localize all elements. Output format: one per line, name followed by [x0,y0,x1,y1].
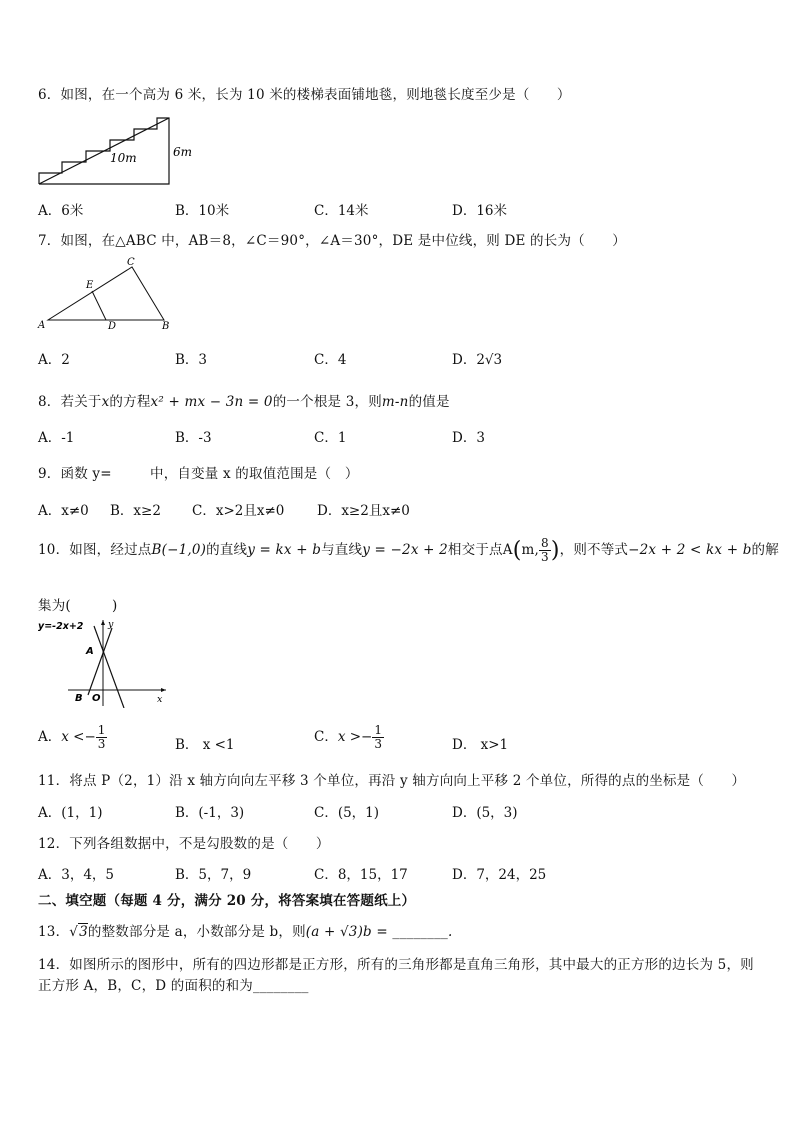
q10-option-a-var: x <− [61,729,96,745]
q10-point-a-frac [539,537,551,564]
q7-label-d: D [108,321,117,332]
q11-option-d[interactable]: D．(5，3) [452,805,518,821]
q10-option-b[interactable]: B． x <1 [175,737,235,753]
q11-option-a[interactable]: A．(1，1) [38,805,103,821]
q11-option-c[interactable]: C．(5，1) [314,805,380,821]
q8-mid1: 的方程 [109,394,151,410]
q9-option-c[interactable]: C．x>2且x≠0 [192,503,285,519]
q10-inequality: −2x + 2 < kx + b [628,542,752,558]
q8-var-x: x [101,394,110,410]
q13-body: 的整数部分是 a，小数部分是 b，则 [87,924,306,940]
q13-text [38,920,452,940]
q10-option-c-label: C． [314,729,338,745]
q10-option-a[interactable] [38,724,107,751]
q13-prefix: 13． [38,924,70,940]
q7-option-a[interactable]: A．2 [38,352,70,368]
q10-fig-line-label: y=-2x+2 [38,621,84,632]
q10-point-a-m: m, [521,542,539,558]
q10-suffix: 的解 [751,542,779,558]
q10-option-c-frac [372,724,384,751]
q6-option-c[interactable]: C．14米 [314,203,369,219]
q6-option-b[interactable]: B．10米 [175,203,230,219]
q10-prefix: 10．如图，经过点 [38,542,152,558]
q8-prefix: 8．若关于 [38,394,102,410]
q9-option-b[interactable]: B．x≥2 [110,503,161,519]
q10-option-d[interactable]: D． x>1 [452,737,509,753]
q10-mid3: 相交于点 [447,542,503,558]
q10-mid1: 的直线 [206,542,248,558]
q11-option-b[interactable]: B．(-1，3) [175,805,245,821]
q13-expr: (a + √3)b = ________. [305,924,453,940]
q6-option-a[interactable]: A．6米 [38,203,84,219]
q7-label-b: B [162,321,170,332]
q12-option-c[interactable]: C．8，15，17 [314,867,408,883]
q7-triangle-figure [36,254,186,334]
q10-mid4: ，则不等式 [559,542,629,558]
q13-sqrt-radicand: 3 [79,924,88,940]
q7-option-c[interactable]: C．4 [314,352,347,368]
q10-fig-b: B [75,693,83,704]
q11-text: 11．将点 P（2，1）沿 x 轴方向向左平移 3 个单位，再沿 y 轴方向向上平移 2 个单位，所得的点的坐标是（ ） [38,773,746,789]
q6-text: 6．如图，在一个高为 6 米，长为 10 米的楼梯表面铺地毯，则地毯长度至少是（ ） [38,87,571,103]
q7-text: 7．如图，在△ABC 中，AB＝8，∠C＝90°，∠A＝30°，DE 是中位线，则 DE 的长为（ ） [38,233,626,249]
q10-point-a-num: 8 [540,536,549,550]
q12-text: 12．下列各组数据中，不是勾股数的是（ ） [38,836,330,852]
q10-point-a-letter: A [502,542,513,558]
q8-option-b[interactable]: B．-3 [175,430,212,446]
q12-option-b[interactable]: B．5，7，9 [175,867,252,883]
q9-prefix: 9．函数 y= [38,466,112,482]
q10-line1: y = kx + b [247,542,322,558]
q8-text [38,390,450,410]
q10-option-a-den: 3 [97,737,106,751]
q9-option-a[interactable]: A．x≠0 [38,503,89,519]
q8-option-c[interactable]: C．1 [314,430,347,446]
q10-option-c-var: x >− [337,729,373,745]
q7-label-c: C [127,257,135,268]
q10-fig-a: A [86,646,94,657]
q6-option-d[interactable]: D．16米 [452,203,508,219]
q10-option-a-num: 1 [97,723,106,737]
q10-option-c-num: 1 [374,723,383,737]
q10-mid2: 与直线 [321,542,363,558]
q7-option-b[interactable]: B．3 [175,352,208,368]
q10-text [38,537,779,564]
q8-expr: m-n [381,394,409,410]
q10-point-a: A(m, $\frac{8}{3}$ ) [502,536,560,564]
q7-label-e: E [86,280,94,291]
q10-option-a-frac [96,724,108,751]
q10-graph-figure [36,616,171,708]
q6-label-height: 6m [173,145,193,159]
q9-option-d[interactable]: D．x≥2且x≠0 [317,503,410,519]
q14-line2: 正方形 A，B，C，D 的面积的和为________ [38,978,309,994]
q10-point-b: B(−1,0) [151,542,207,558]
q6-label-length: 10m [110,151,137,165]
q13-sqrt: √3 [69,924,88,940]
q12-option-d[interactable]: D．7，24，25 [452,867,547,883]
q10-text-line2: 集为( ) [38,598,118,614]
q10-option-c-den: 3 [374,737,383,751]
q10-fig-o: O [92,693,101,704]
q10-fig-y: y [108,619,114,630]
q8-mid2: 的一个根是 3，则 [272,394,382,410]
q8-option-a[interactable]: A．-1 [38,430,75,446]
q14-line1: 14．如图所示的图形中，所有的四边形都是正方形，所有的三角形都是直角三角形，其中最大的正方形的边长为 5，则 [38,957,754,973]
q10-line2: y = −2x + 2 [362,542,448,558]
q7-label-a: A [38,320,46,331]
q9-suffix: 中，自变量 x 的取值范围是（ ） [150,466,359,482]
section2-title: 二、填空题（每题 4 分，满分 20 分，将答案填在答题纸上） [38,893,416,909]
q8-option-d[interactable]: D．3 [452,430,485,446]
q10-option-a-label: A． [38,729,62,745]
q7-option-d[interactable]: D．2√3 [452,352,503,368]
q12-option-a[interactable]: A．3，4，5 [38,867,115,883]
q8-suffix: 的值是 [408,394,450,410]
q6-staircase-figure [38,114,198,188]
q8-equation: x² + mx − 3n = 0 [150,394,273,410]
q10-point-a-den: 3 [540,550,549,564]
q10-option-c[interactable] [314,724,384,751]
q10-fig-x: x [157,694,163,705]
